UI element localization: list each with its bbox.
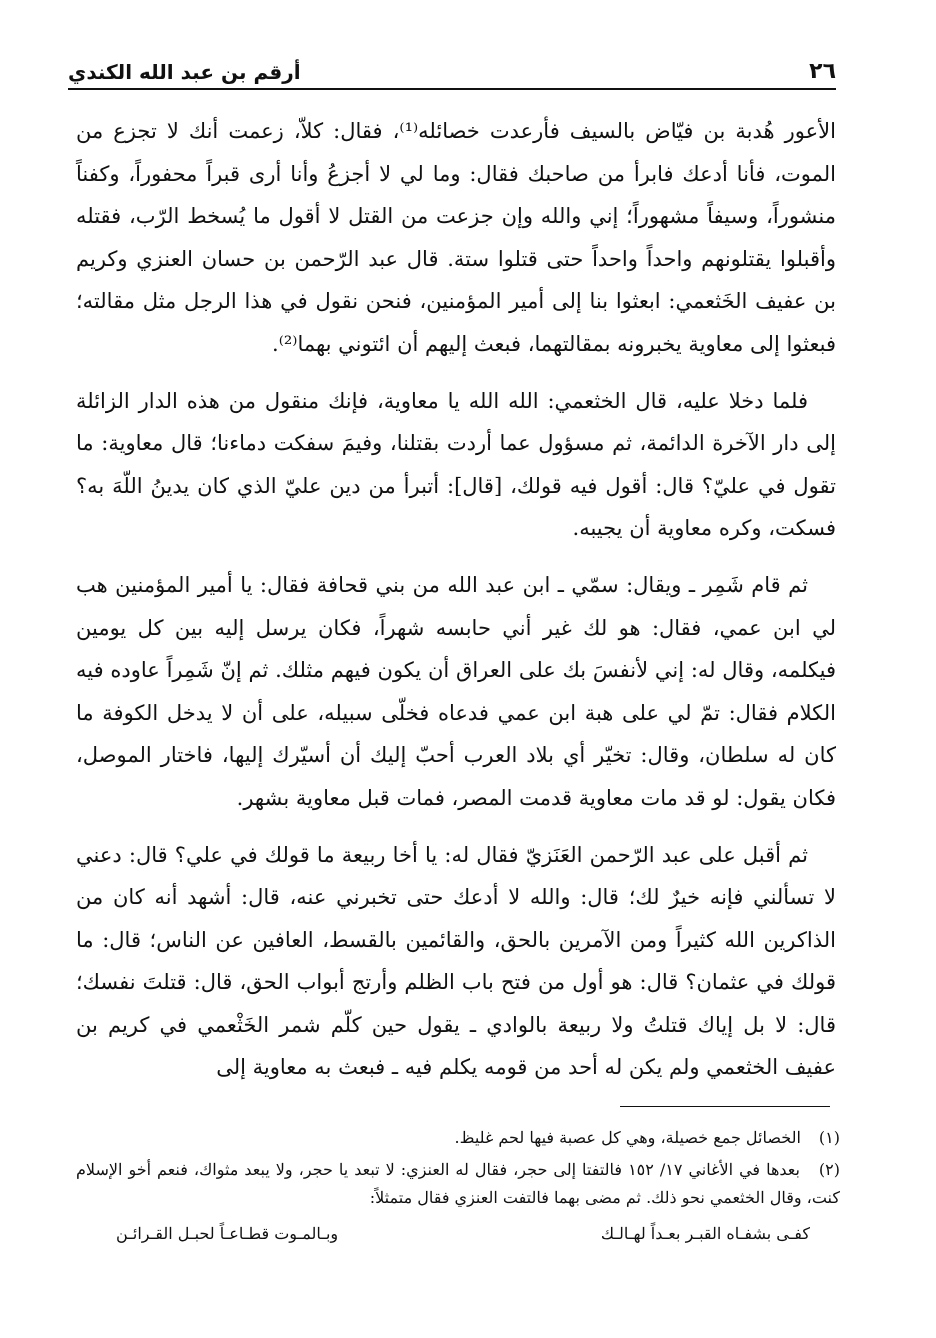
paragraph-2: فلما دخلا عليه، قال الخثعمي: الله الله يا معاوية، فإنك منقول من هذه الدار الزائلة إلى دار الآخرة الدائمة، ثم مسؤول عما أردت بقتلنا، وفيمَ سفكت دماءنا؛ قال معاوية: ما تقول في عليّ؟ قال: أقول فيه قولك، [قال]: أتبرأ من دين عليّ الذي كان يدينُ اللّهَ به؟ فسكت، وكره معاوية أن يجيبه. <box>76 388 836 541</box>
footnotes <box>76 1124 840 1248</box>
main-text <box>76 110 836 1103</box>
paragraph-4: ثم أقبل على عبد الرّحمن العَنَزيّ فقال له: يا أخا ربيعة ما قولك في علي؟ قال: دعني لا تسألني فإنه خيرٌ لك؛ قال: والله لا أدعك حتى تخبرني عنه، قال: أشهد أنه كان من الذاكرين الله كثيراً ومن الآمرين بالحق، والقائمين بالقسط، العافين عن الناس؛ قال: ما قولك في عثمان؟ قال: هو أول من فتح باب الظلم وأرتج أبواب الحق، قال: قتلتَ نفسك؛ قال: لا بل إياك قتلتُ ولا ربيعة بالوادي ـ يقول حين كلّم شمر الخَثْعمي في كريم بن عفيف الخثعمي ولم يكن له أحد من قومه يكلم فيه ـ فبعث به معاوية إلى <box>76 842 836 1080</box>
footnote-2-number: (٢) <box>818 1160 840 1179</box>
page-header <box>68 44 836 84</box>
footnote-1-text: الخصائل جمع خصيلة، وهي كل عصبة فيها لحم غليظ. <box>454 1128 801 1147</box>
running-title: أرقم بن عبد الله الكندي <box>68 60 301 84</box>
footnote-1 <box>76 1124 840 1152</box>
footnote-2 <box>76 1156 840 1212</box>
verse-first-hemistich: كفـى بشفـاه القبـر بعـداً لهـالـك <box>600 1224 810 1243</box>
poetry-verse <box>76 1216 840 1248</box>
paragraph-3: ثم قام شَمِر ـ ويقال: سمّي ـ ابن عبد الله من بني قحافة فقال: يا أمير المؤمنين هب لي ابن عمي، فقال: هو لك غير أني حابسه شهراً، فكان يرسل إليه بين كل يومين فيكلمه، وقال له: إني لأنفسَ بك على العراق أن يكون فيهم مثلك. ثم إنّ شَمِراً عاوده فيه الكلام فقال: تمّ لي على هبة ابن عمي فدعاه فخلّى سبيله، على أن لا يدخل الكوفة ما كان له سلطان، وقال: تخيّر أي بلاد العرب أحبّ إليك أن أسيّرك إليها، فاختار الموصل، فكان يقول: لو قد مات معاوية قدمت المصر، فمات قبل معاوية بشهر. <box>76 572 836 810</box>
footnote-1-number: (١) <box>818 1128 840 1147</box>
footnote-2-text: بعدها في الأغاني ١٧/ ١٥٢ فالتفتا إلى حجر، فقال له العنزي: لا تبعد يا حجر، ولا يبعد مثواك، فنعم أخو الإسلام كنت، وقال الخثعمي نحو ذلك. ثم مضى بهما فالتفت العنزي فقال متمثلاً: <box>76 1160 840 1207</box>
verse-second-hemistich: وبـالمـوت قطـاعـاً لحبـل القـرائـن <box>116 1224 339 1243</box>
footnote-divider <box>620 1106 830 1107</box>
page-number: ٢٦ <box>809 59 836 84</box>
header-divider <box>68 88 836 90</box>
paragraph-1: الأعور هُدبة بن فيّاض بالسيف فأرعدت خصائله⁽¹⁾، فقال: كلاّ، زعمت أنك لا تجزع من الموت، فأنا أدعك فابرأ من صاحبك فقال: وما لي لا أجزعُ وأنا أرى قبراً محفوراً، وكفناً منشوراً، وسيفاً مشهوراً؛ إني والله وإن جزعت من القتل لا أقول ما يُسخط الرّب، فقتله وأقبلوا يقتلونهم واحداً واحداً حتى قتلوا ستة. قال عبد الرّحمن بن حسان العنزي وكريم بن عفيف الخَثعمي: ابعثوا بنا إلى أمير المؤمنين، فنحن نقول في هذا الرجل مثل مقالته؛ فبعثوا إلى معاوية يخبرونه بمقالتهما، فبعث إليهم أن ائتوني بهما⁽²⁾. <box>76 119 836 356</box>
